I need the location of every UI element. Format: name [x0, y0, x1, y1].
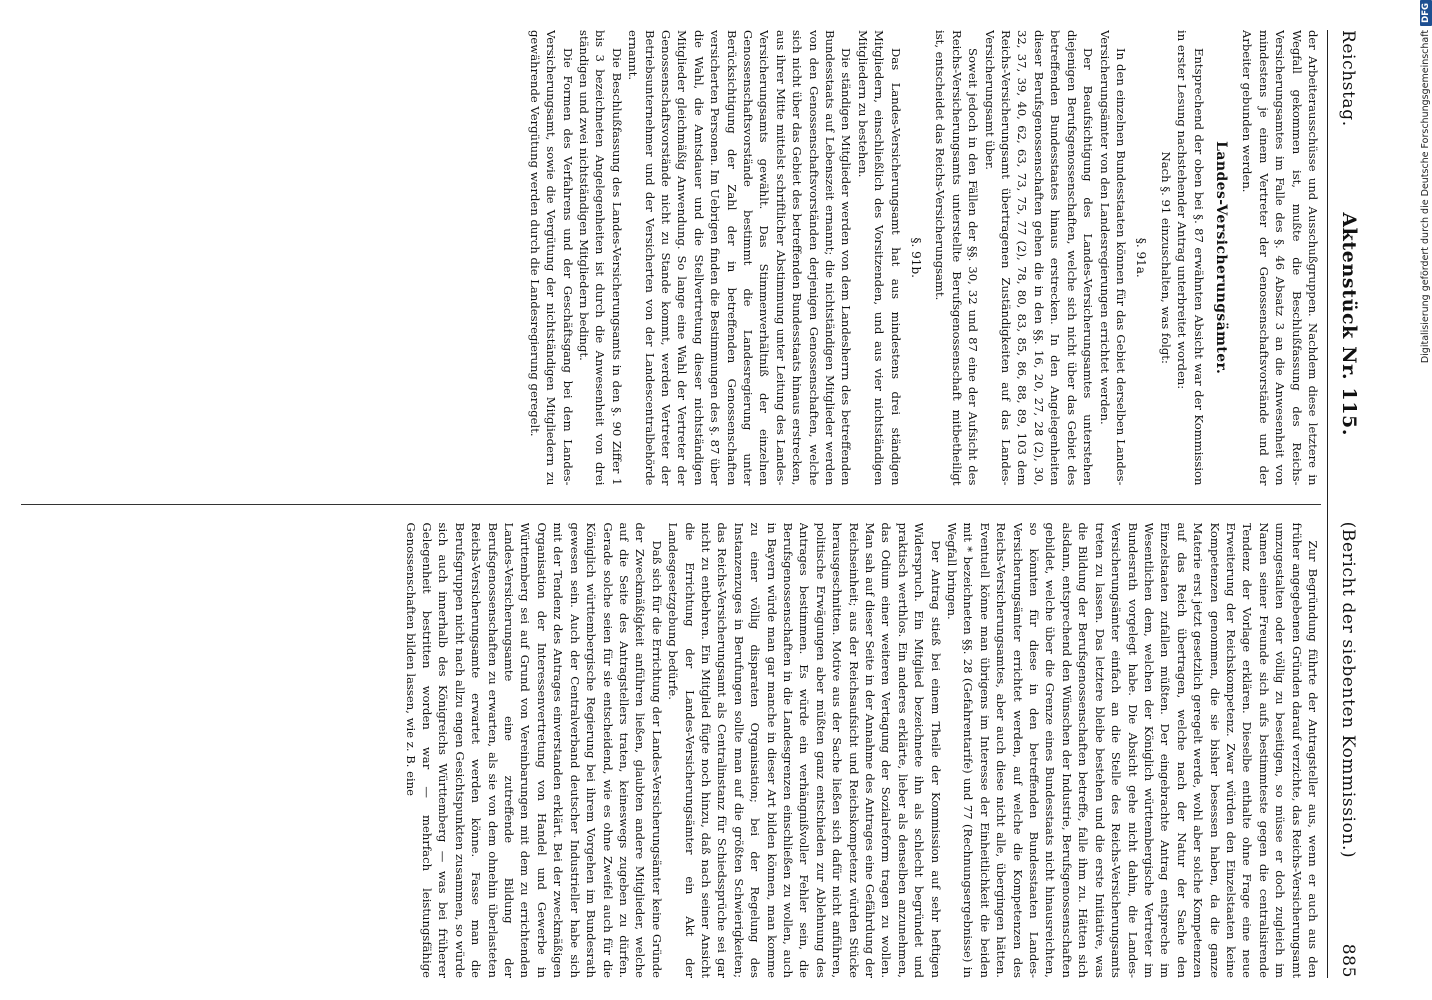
section-91b: §. 91b. [909, 237, 924, 278]
credit-text: Digitalisierung gefördert durch die Deutsche Forschungsgemeinschaft [1420, 29, 1431, 364]
digitization-credit [1404, 0, 1432, 1000]
left-paragraph-3: In den einzelnen Bundesstaaten können für das Gebiet derselben Landes-Versicherungsämter von den Landesregierungen errichtet werden. [1097, 30, 1128, 486]
left-paragraph-4: Der Beaufsichtigung des Landes-Versicherungsamtes unterstehen diejenigen Berufsgenossenschaften, welche sich nicht über das Gebiet des betreffenden Bundesstaates hinaus erstrecken. In den Angelegenheiten dieser Berufsgenossenschaften gehen die in den §§. 16, 20, 27, 28 (2), 30, 32, 37, 39, 40, 62, 63, 73, 75, 77 (2), 78, 80, 83, 85, 86, 88, 89, 103 dem Reichs-Versicherungsamt übertragenen Zuständigkeiten auf das Landes-Versicherungsamt über. [982, 30, 1096, 486]
header-left: Reichstag. [1338, 30, 1358, 127]
right-paragraph-2: Der Antrag stieß bei einem Theile der Kommission auf sehr heftigen Widerspruch. Ein Mitglied bezeichnete ihn als schlecht begründet und praktisch werthlos. Ein anderes erklärte, lieber als denselben anzunehmen, das Odium einer weiteren Vertagung der Sozialreform tragen zu wollen. Man sah auf dieser Seite in der Annahme des Antrages eine Gefährdung der Reichseinheit; aus der Reichsaufsicht und Reichskompetenz würden Stücke herausgeschnitten. Motive aus der Sache ließen sich dafür nicht anführen, politische Erwägungen aber müßten ganz entschieden zur Ablehnung des Antrages bestimmen. Es würde ein verhängnißvoller Fehler sein, die Berufsgenossenschaften in die Landesgrenzen einschließen zu wollen, auch in Bayern würde man gar manche in dieser Art bilden können, man komme zu einer völlig disparaten Organisation; bei der Regelung des Instanzenzuges in Berufungen sollte man auf die größten Schwierigkeiten; das Reichs-Versicherungsamt als Centralinstanz für Schiedssprüche sei gar nicht zu entbehren. Ein Mitglied fügte noch hinzu, daß nach seiner Ansicht die Errichtung der Landes-Versicherungsämter ein Akt der Landesgesetzgebung bedürfe. [666, 522, 943, 978]
right-paragraph-3: Daß sich für die Errichtung der Landes-Versicherungsämter keine Gründe der Zweckmäßigkeit anführen ließen, glaubten andere Mitglieder, welche auf die Seite des Antragstellers traten, keineswegs zugeben zu dürfen. Gerade solche seien für sie entscheidend, wie es ohne Zweifel auch für die Königlich württembergische Regierung bei ihrem Vorgehen im Bundesrath gewesen sein. Auch der Centralverband deutscher Industrieller habe sich mit der Tendenz des Antrages einverstanden erklärt. Bei der zweckmäßigen Organisation der Interessenvertretung von Handel und Gewerbe in Württemberg sei auf Grund von Vereinbarungen mit dem zu errichtenden Landes-Versicherungsamte eine zutreffende Bildung der Berufsgenossenschaften zu erwarten, als sie von dem ohnehin überlasteten Reichs-Versicherungsamte erwartet werden könne. Fasse man die Berufsgruppen nicht nach allzu engen Gesichtspunkten zusammen, so würde sich auch innerhalb des Königreichs Württemberg — was bei früherer Gelegenheit bestritten worden war — mehrfach leistungsfähige Genossenschaften bilden lassen, wie z. B. eine [403, 522, 664, 978]
right-column [21, 523, 1321, 979]
section-91a: §. 91a. [1134, 237, 1149, 278]
page-number: 885 [1338, 943, 1358, 978]
header-right-title: (Bericht der siebenten Kommission.) [1338, 521, 1358, 859]
left-paragraph-6: Das Landes-Versicherungsamt hat aus mindestens drei ständigen Mitgliedern, einschließlich des Vorsitzenden, und aus vier nichtständigen Mitgliedern zu bestehen. [855, 30, 903, 486]
left-intro: der Arbeiterausschüsse und Ausschußgruppen. Nachdem diese letztere in Wegfall gekommen ist, mußte die Beschlußfassung des Reichs-Versicherungsamtes im Falle des §. 46 Absatz 3 an die Anwesenheit von mindestens je einem Vertreter der Genossenschaftsvorstände und der Arbeiter gebunden werden. [1240, 30, 1320, 486]
left-paragraph-8: Die Beschlußfassung des Landes-Versicherungsamts in den §. 90 Ziffer 1 bis 3 bezeichneten Angelegenheiten ist durch die Anwesenheit von drei ständigen und zwei nichtständigen Mitgliedern bedingt. [576, 30, 624, 486]
right-paragraph-1: Zur Begründung führte der Antragsteller aus, wenn er auch aus den früher angegebenen Gründen darauf verzichte, das Reichs-Versicherungsamt umzugestalten oder völlig zu beseitigen, so müsse er doch zugleich im Namen seiner Freunde sich aufs bestimmteste gegen die centralisirende Tendenz der Vorlage erklären. Dieselbe enthalte ohne Frage eine neue Erweiterung der Reichskompetenz. Zwar würden den Einzelstaaten keine Kompetenzen genommen, die sie bisher besessen haben, da die ganze Materie erst jetzt gesetzlich geregelt werde, wohl aber solche Kompetenzen auf das Reich übertragen, welche nach der Natur der Sache den Einzelstaaten zufallen müßten. Der eingebrachte Antrag entspreche im Wesentlichen dem, welchen der Königlich württembergische Vertreter im Bundesrath vorgelegt habe. Die Absicht gehe nicht dahin, die Landes-Versicherungsämter einfach an die Stelle des Reichs-Versicherungsamts treten zu lassen. Das letztere bleibe bestehen und die erste Initiative, was die Bildung der Berufsgenossenschaften betreffe, falle ihm zu. Hätten sich alsdann, entsprechend den Wünschen der Industrie, Berufsgenossenschaften gebildet, welche über die Grenze eines Bundesstaats nicht hinausreichten, so könnten für diese in den betreffenden Bundesstaaten Landes-Versicherungsämter errichtet werden, auf welche die Kompetenzen des Reichs-Versicherungsamtes, aber auch diese nicht alle, übergingen hätten. Eventuell könne man übrigens im Interesse der Einheitlichkeit die beiden mit * bezeichneten §§. 28 (Gefahrentarife) und 77 (Rechnungsergebnisse) in Wegfall bringen. [945, 522, 1320, 978]
left-paragraph-5: Soweit jedoch in den Fällen der §§. 30, 32 und 87 eine der Aufsicht des Reichs-Versicherungsamts unterstellte Berufsgenossenschaft mitbetheiligt ist, entscheidet das Reichs-Versicherungsamt. [933, 30, 981, 486]
section-heading: Landes-Versicherungsämter. [1212, 141, 1229, 375]
running-header [1327, 30, 1360, 978]
dfg-logo: DFG [1420, 0, 1432, 26]
header-center: Aktenstück Nr. 115. [1338, 212, 1360, 437]
left-column [21, 30, 1321, 486]
column-divider [21, 504, 1321, 505]
text-columns [21, 30, 1321, 978]
left-paragraph-7: Die ständigen Mitglieder werden von dem Landesherrn des betreffenden Bundesstaats auf Lebenszeit ernannt; die nichtständigen Mitglieder werden von den Genossenschaftsvorständen derjenigen Genossenschaften, welche sich nicht über das Gebiet des betreffenden Bundesstaats hinaus erstrecken, aus ihrer Mitte mittelst schriftlicher Abstimmung unter Leitung des Landes-Versicherungsamts gewählt. Das Stimmenverhältniß der einzelnen Genossenschaftsvorstände bestimmt die Landesregierung unter Berücksichtigung der Zahl der in betreffenden Genossenschaften versicherten Personen. Im Uebrigen finden die Bestimmungen des §. 87 über die Wahl, die Amtsdauer und die Stellvertretung dieser nichtständigen Mitglieder gleichmäßig Anwendung. So lange eine Wahl der Vertreter der Genossenschaftsvorstände nicht zu Stande kommt, werden Vertreter der Betriebsunternehmer und der Versicherten von der Landescentralbehörde ernannt. [626, 30, 854, 486]
left-paragraph-2: Nach §. 91 einzuschalten, was folgt: [1158, 151, 1173, 364]
left-paragraph-9: Die Formen des Verfahrens und der Geschäftsgang bei dem Landes-Versicherungsamt, sowie die Vergütung der nichtständigen Mitgliedern zu gewährende Vergütung werden durch die Landesregierung geregelt. [527, 30, 575, 486]
left-paragraph-1: Entsprechend der oben bei §. 87 erwähnten Absicht war der Kommission in erster Lesung nachstehender Antrag unterbreitet worden: [1175, 30, 1206, 486]
